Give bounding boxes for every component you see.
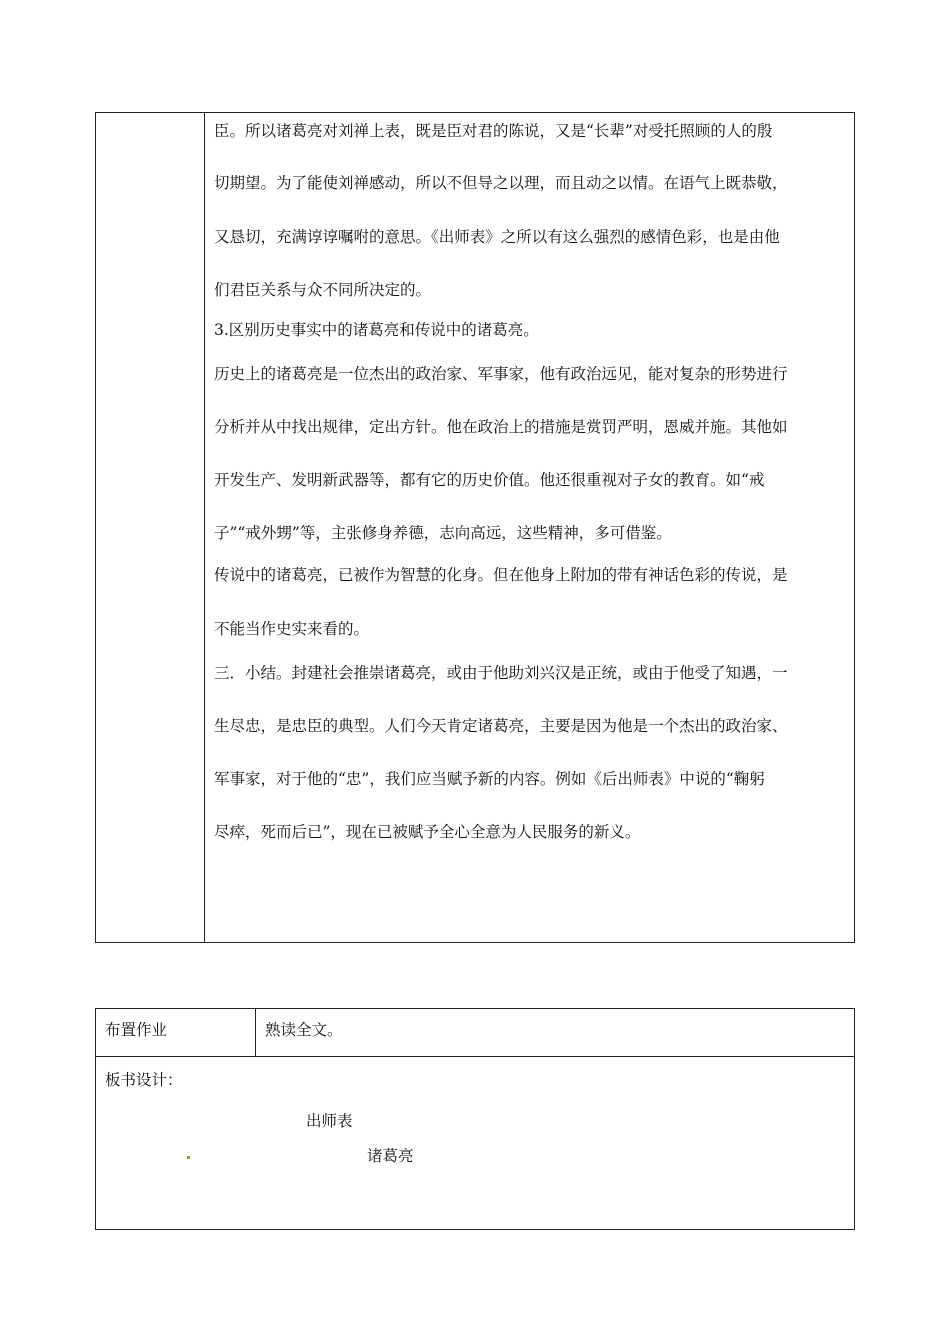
homework-board-table bbox=[95, 1008, 855, 1230]
row-divider bbox=[255, 1009, 256, 1056]
body-line: 军事家，对于他的“忠”，我们应当赋予新的内容。例如《后出师表》中说的“鞠躬 bbox=[214, 770, 765, 788]
body-line: 臣。所以诸葛亮对刘禅上表，既是臣对君的陈说，又是“长辈”对受托照顾的人的殷 bbox=[214, 122, 773, 140]
body-line: 尽瘁，死而后已”，现在已被赋予全心全意为人民服务的新义。 bbox=[214, 823, 641, 841]
body-line: 三．小结。封建社会推崇诸葛亮，或由于他助刘兴汉是正统，或由于他受了知遇，一 bbox=[214, 664, 788, 682]
homework-label: 布置作业 bbox=[105, 1021, 168, 1039]
body-line: 传说中的诸葛亮，已被作为智慧的化身。但在他身上附加的带有神话色彩的传说，是 bbox=[214, 566, 788, 584]
body-line: 子”“戒外甥”等，主张修身养德，志向高远，这些精神，多可借鉴。 bbox=[214, 524, 672, 542]
decorative-dot bbox=[187, 1156, 190, 1159]
body-line: 们君臣关系与众不同所决定的。 bbox=[214, 281, 432, 299]
homework-row bbox=[96, 1009, 854, 1057]
board-design-label: 板书设计： bbox=[105, 1071, 183, 1089]
body-line: 分析并从中找出规律，定出方针。他在政治上的措施是赏罚严明，恩威并施。其他如 bbox=[214, 418, 788, 436]
board-title: 出师表 bbox=[306, 1112, 353, 1130]
body-line: 切期望。为了能使刘禅感动，所以不但导之以理，而且动之以情。在语气上既恭敬， bbox=[214, 174, 788, 192]
body-line: 历史上的诸葛亮是一位杰出的政治家、军事家，他有政治远见，能对复杂的形势进行 bbox=[214, 365, 788, 383]
lesson-content-table bbox=[95, 112, 855, 943]
column-divider bbox=[204, 113, 205, 942]
homework-value: 熟读全文。 bbox=[265, 1021, 343, 1039]
body-line: 又恳切，充满谆谆嘱咐的意思。《出师表》之所以有这么强烈的感情色彩，也是由他 bbox=[214, 228, 780, 246]
body-line: 不能当作史实来看的。 bbox=[214, 620, 370, 638]
body-line: 开发生产、发明新武器等，都有它的历史价值。他还很重视对子女的教育。如“戒 bbox=[214, 471, 765, 489]
board-author: 诸葛亮 bbox=[367, 1147, 414, 1165]
body-line: 3.区别历史事实中的诸葛亮和传说中的诸葛亮。 bbox=[214, 321, 539, 339]
body-line: 生尽忠，是忠臣的典型。人们今天肯定诸葛亮，主要是因为他是一个杰出的政治家、 bbox=[214, 717, 788, 735]
